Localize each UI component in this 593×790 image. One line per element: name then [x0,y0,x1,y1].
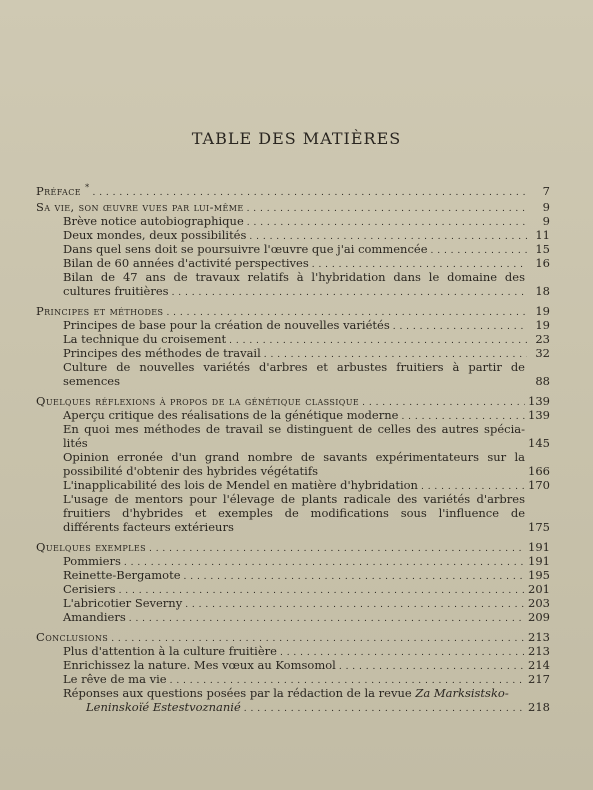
toc-section-2[interactable] [36,305,550,318]
toc-entry[interactable]: Reinette-Bergamote . . . 195 [63,569,550,582]
page-number: 191 [528,540,550,554]
toc-entry[interactable]: différents facteurs extérieurs 175 [63,520,550,534]
dot-leader [247,201,527,214]
toc-section-5[interactable] [36,631,550,644]
page-number: 7 [542,183,550,198]
toc-entry[interactable]: Cerisiers . . . 201 [63,583,550,596]
toc-section-1[interactable] [36,201,550,214]
toc-entry-text[interactable]: Opinion erronée d'un grand nombre de savants expérimentateurs sur la [63,450,525,464]
page-number: 139 [528,394,550,408]
page-number: 9 [542,200,550,214]
toc-entry[interactable]: semences 88 [63,374,550,388]
section-label: Principes et méthodes [36,304,164,318]
page-number: 213 [528,630,550,644]
toc-entry[interactable]: lités 145 [63,436,550,450]
toc-entry[interactable]: Aperçu critique des réalisations de la génétique moderne . . . 139 [63,409,550,422]
toc-entry[interactable]: Principes des méthodes de travail . . . 32 [63,347,550,360]
page-title: TABLE DES MATIÈRES [191,129,402,148]
toc-entry[interactable]: Leninskoïé Estestvoznanié . . . 218 [86,701,550,714]
section-label: Conclusions [36,630,109,644]
page-number: 19 [535,304,550,318]
toc-section-4[interactable] [36,541,550,554]
toc-entry[interactable]: cultures fruitières . . . 18 [63,285,550,298]
toc-entry[interactable]: Principes de base pour la création de nouvelles variétés . . . 19 [63,319,550,332]
toc-entry[interactable]: Bilan de 60 années d'activité perspectives . . . 16 [63,257,550,270]
toc-entry[interactable]: Dans quel sens doit se poursuivre l'œuvre que j'ai commencée . . . 15 [63,243,550,256]
toc-entry[interactable]: L'inapplicabilité des lois de Mendel en matière d'hybridation . . . 170 [63,479,550,492]
toc-entry-text[interactable]: L'usage de mentors pour l'élevage de plants radicale des variétés d'arbres [63,492,525,506]
toc-entry[interactable]: La technique du croisement . . . 23 [63,333,550,346]
section-label: Sa vie, son œuvre vues par lui-même [36,200,244,214]
toc-entry[interactable]: Amandiers . . . 209 [63,611,550,624]
toc-entry[interactable]: Enrichissez la nature. Mes vœux au Komsomol . . . 214 [63,659,550,672]
toc-entry[interactable]: Deux mondes, deux possibilités . . . 11 [63,229,550,242]
dot-leader [92,185,527,198]
toc-entry[interactable]: Plus d'attention à la culture fruitière . . . 213 [63,645,550,658]
toc-entry-text[interactable]: Culture de nouvelles variétés d'arbres et arbustes fruitiers à partir de [63,360,525,374]
preface-mark: * [85,183,90,192]
toc-entry-text[interactable]: Bilan de 47 ans de travaux relatifs à l'hybridation dans le domaine des [63,270,525,284]
toc-section-3[interactable] [36,395,550,408]
section-label: Quelques exemples [36,540,146,554]
toc-entry-preface[interactable] [36,181,550,198]
toc-entry[interactable]: Le rêve de ma vie . . . 217 [63,673,550,686]
toc-entry-text[interactable]: En quoi mes méthodes de travail se distinguent de celles des autres spécia- [63,422,525,436]
toc-entry[interactable]: possibilité d'obtenir des hybrides végétatifs 166 [63,464,550,478]
preface-label: Préface [36,183,81,198]
toc-entry-text[interactable]: Réponses aux questions posées par la rédaction de la revue Za Marksistsko- [63,686,509,700]
toc-entry[interactable]: Pommiers . . . 191 [63,555,550,568]
toc-entry[interactable]: L'abricotier Severny . . . 203 [63,597,550,610]
toc-entry-text: fruitiers d'hybrides et exemples de modifications sous l'influence de [63,506,525,520]
toc-entry[interactable]: Brève notice autobiographique . . . 9 [63,215,550,228]
section-label: Quelques réflexions à propos de la génétique classique [36,394,360,408]
